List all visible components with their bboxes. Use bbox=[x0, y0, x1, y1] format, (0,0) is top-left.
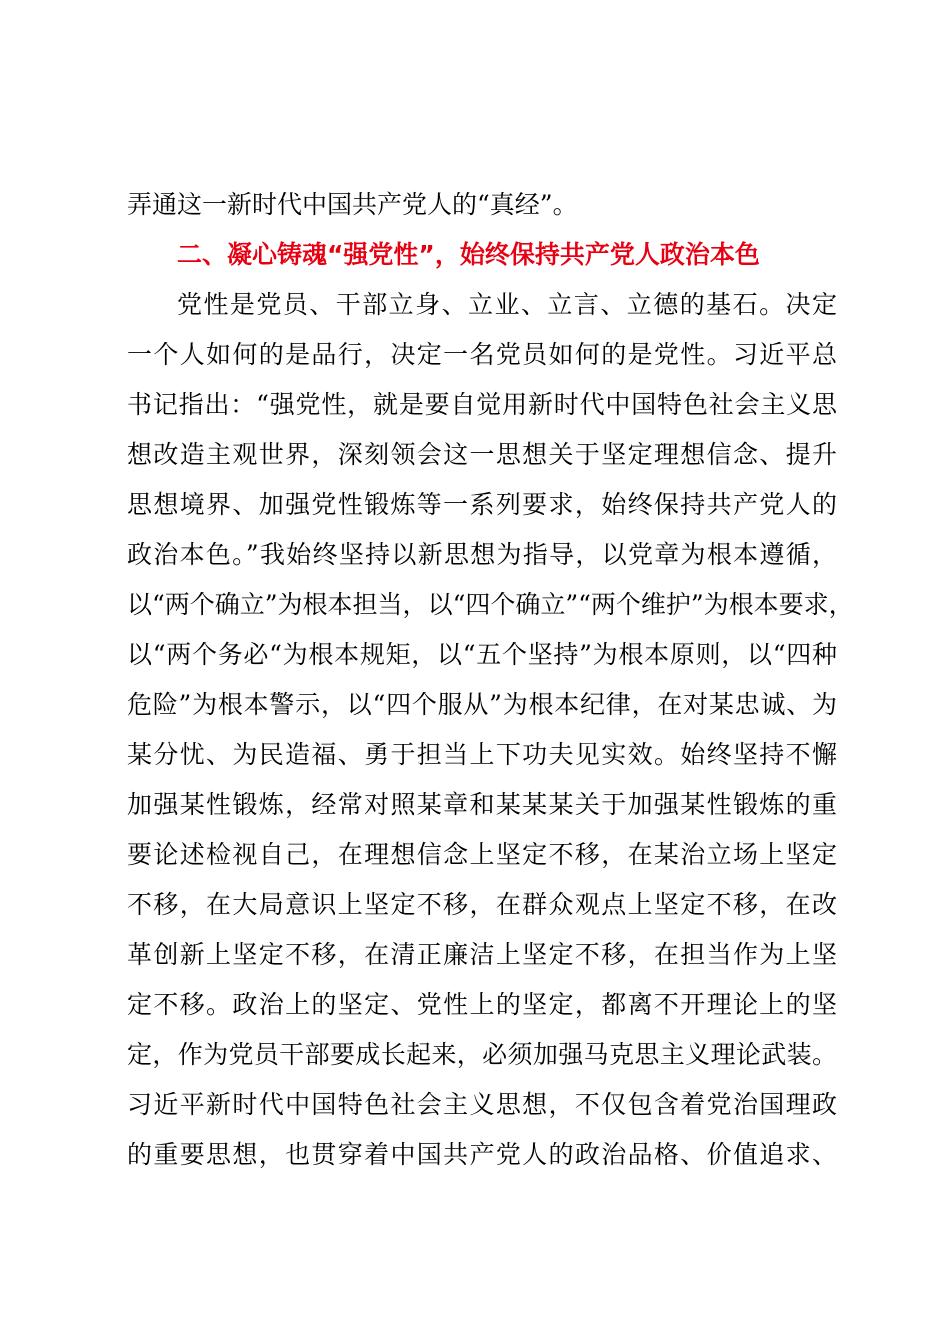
paragraph-line: 革创新上坚定不移，在清正廉洁上坚定不移，在担当作为上坚 bbox=[127, 940, 837, 969]
paragraph-line: 一个人如何的是品行，决定一名党员如何的是党性。习近平总 bbox=[127, 340, 837, 369]
paragraph-line: 的重要思想，也贯穿着中国共产党人的政治品格、价值追求、 bbox=[127, 1140, 837, 1169]
document-body bbox=[127, 180, 854, 1180]
paragraph-line: 某分忧、为民造福、勇于担当上下功夫见实效。始终坚持不懈 bbox=[127, 740, 837, 769]
paragraph-line: 书记指出：“强党性，就是要自觉用新时代中国特色社会主义思 bbox=[127, 390, 837, 419]
paragraph-line: 加强某性锻炼，经常对照某章和某某某关于加强某性锻炼的重 bbox=[127, 790, 837, 819]
paragraph-line: 以“两个确立”为根本担当，以“四个确立”“两个维护”为根本要求， bbox=[127, 590, 854, 619]
paragraph-line: 弄通这一新时代中国共产党人的“真经”。 bbox=[127, 190, 578, 219]
paragraph-line: 以“两个务必“为根本规矩，以“五个坚持”为根本原则，以“四种 bbox=[127, 640, 837, 669]
paragraph-line: 习近平新时代中国特色社会主义思想，不仅包含着党治国理政 bbox=[127, 1090, 837, 1119]
paragraph-line: 危险”为根本警示，以“四个服从”为根本纪律，在对某忠诚、为 bbox=[127, 690, 837, 719]
paragraph-line: 政治本色。”我始终坚持以新思想为指导，以党章为根本遵循， bbox=[127, 540, 837, 569]
section-heading: 二、凝心铸魂“强党性”，始终保持共产党人政治本色 bbox=[177, 240, 760, 269]
paragraph-line: 定不移。政治上的坚定、党性上的坚定，都离不开理论上的坚 bbox=[127, 990, 837, 1019]
paragraph-line: 思想境界、加强党性锻炼等一系列要求，始终保持共产党人的 bbox=[127, 490, 837, 519]
paragraph-line: 党性是党员、干部立身、立业、立言、立德的基石。决定 bbox=[177, 290, 837, 319]
paragraph-line: 要论述检视自己，在理想信念上坚定不移，在某治立场上坚定 bbox=[127, 840, 837, 869]
paragraph-line: 定，作为党员干部要成长起来，必须加强马克思主义理论武装。 bbox=[127, 1040, 837, 1069]
paragraph-line: 不移，在大局意识上坚定不移，在群众观点上坚定不移，在改 bbox=[127, 890, 837, 919]
paragraph-line: 想改造主观世界，深刻领会这一思想关于坚定理想信念、提升 bbox=[127, 440, 837, 469]
